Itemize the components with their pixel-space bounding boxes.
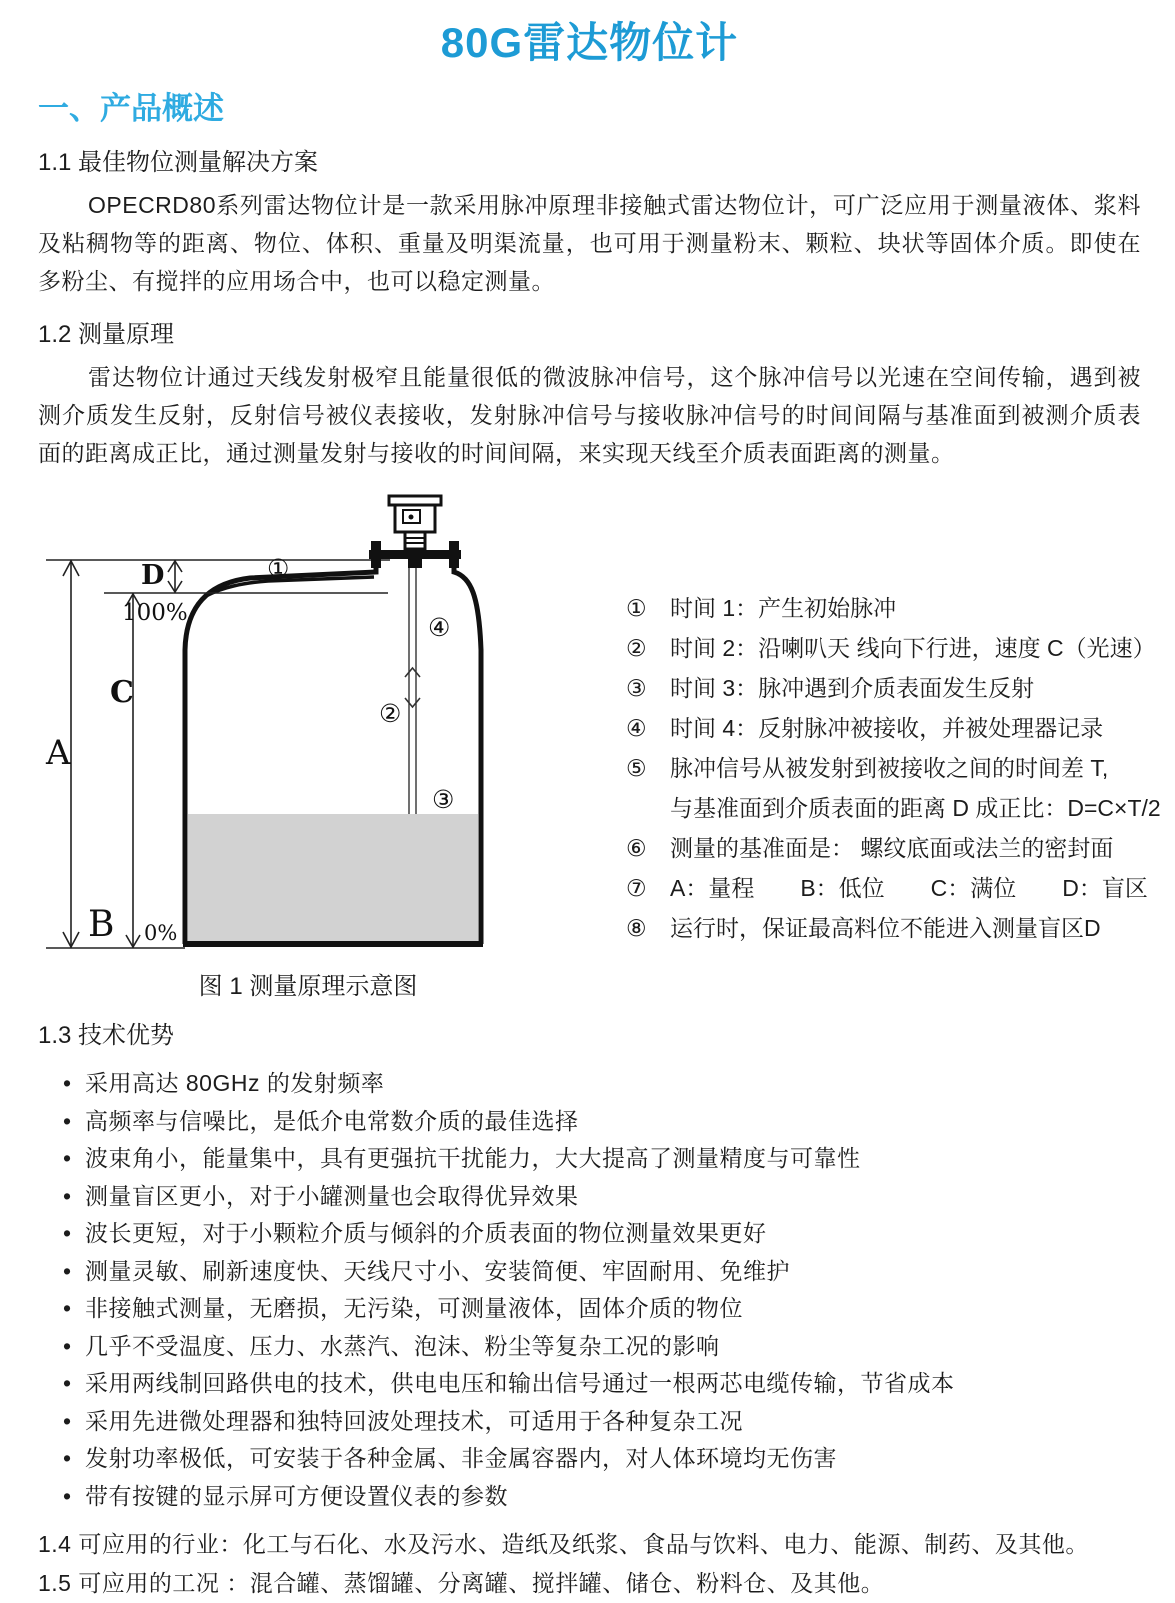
advantage-text: 几乎不受温度、压力、水蒸汽、泡沫、粉尘等复杂工况的影响	[85, 1332, 720, 1359]
principle-item	[626, 708, 1161, 748]
diagram-marker-4: ④	[428, 614, 451, 642]
principle-text: 时间 2：沿喇叭天 线向下行进，速度 C（光速）	[670, 635, 1156, 661]
bullet-dot: •	[63, 1370, 72, 1396]
circled-number: ⑧	[626, 915, 647, 941]
radar-beam	[405, 568, 420, 814]
advantage-text: 测量灵敏、刷新速度快、天线尺寸小、安装简便、牢固耐用、免维护	[85, 1257, 790, 1284]
advantage-text: 非接触式测量，无磨损，无污染，可测量液体，固体介质的物位	[85, 1295, 743, 1321]
bullet-dot: •	[63, 1332, 72, 1359]
advantage-text: 高频率与信噪比，是低介电常数介质的最佳选择	[85, 1107, 579, 1134]
advantage-text: 波束角小，能量集中，具有更强抗干扰能力，大大提高了测量精度与可靠性	[85, 1145, 861, 1171]
dim-label-b: B	[88, 904, 115, 945]
principle-item	[626, 828, 1161, 868]
advantage-item	[38, 1140, 1141, 1178]
page-title: 80G雷达物位计	[440, 19, 739, 66]
principle-text: 脉冲信号从被发射到被接收之间的时间差 T,	[670, 755, 1109, 781]
diagram-marker-3: ③	[432, 786, 455, 814]
bullet-dot: •	[63, 1407, 72, 1434]
liquid-fill	[188, 814, 478, 942]
advantage-item	[38, 1065, 1141, 1103]
principle-text: 与基准面到介质表面的距离 D 成正比：D=C×T/2	[670, 795, 1161, 821]
advantage-text: 采用两线制回路供电的技术，供电电压和输出信号通过一根两芯电缆传输，节省成本	[85, 1370, 955, 1396]
advantage-item	[38, 1215, 1141, 1253]
advantage-item	[38, 1403, 1141, 1441]
advantage-item	[38, 1253, 1141, 1291]
circled-number: ③	[626, 675, 647, 701]
principle-text: 时间 4：反射脉冲被接收，并被处理器记录	[670, 715, 1104, 741]
advantage-text: 带有按键的显示屏可方便设置仪表的参数	[85, 1482, 508, 1509]
bullet-dot: •	[63, 1220, 72, 1246]
section-heading-overview: 一、产品概述	[38, 91, 224, 126]
advantage-item	[38, 1365, 1141, 1403]
bullet-dot: •	[63, 1182, 72, 1209]
subsection-1-2-heading: 1.2 测量原理	[38, 321, 175, 348]
principle-item	[626, 628, 1161, 668]
flange	[369, 550, 461, 559]
principle-item	[626, 868, 1161, 908]
advantage-item	[38, 1478, 1141, 1516]
applicable-conditions-line: 1.5 可应用的工况 ：混合罐、蒸馏罐、分离罐、搅拌罐、储仓、粉料仓、及其他。	[38, 1570, 885, 1596]
measurement-diagram	[38, 484, 598, 1001]
diagram-marker-1: ①	[267, 555, 290, 583]
advantage-item	[38, 1178, 1141, 1216]
principle-item-continuation	[626, 788, 1161, 828]
advantage-text: 发射功率极低，可安装于各种金属、非金属容器内，对人体环境均无伤害	[85, 1445, 837, 1471]
circled-number: ②	[626, 635, 647, 661]
bullet-dot: •	[63, 1070, 72, 1096]
dim-label-a: A	[46, 733, 71, 773]
bullet-dot: •	[63, 1295, 72, 1321]
bullet-dot: •	[63, 1145, 72, 1171]
principle-text: 运行时，保证最高料位不能进入测量盲区D	[670, 915, 1101, 941]
bullet-dot: •	[63, 1482, 72, 1509]
advantage-item	[38, 1328, 1141, 1366]
tank-diagram-svg	[38, 484, 598, 962]
figure-caption: 图 1 测量原理示意图	[198, 973, 418, 1000]
diagram-marker-2: ②	[379, 700, 402, 728]
dim-label-d: D	[141, 560, 165, 591]
bullet-dot: •	[63, 1445, 72, 1471]
circled-number: ⑥	[626, 835, 647, 861]
subsection-1-1-heading: 1.1 最佳物位测量解决方案	[38, 149, 319, 176]
subsection-1-1-paragraph: OPECRD80系列雷达物位计是一款采用脉冲原理非接触式雷达物位计，可广泛应用于测量液体、浆料及粘稠物等的距离、物位、体积、重量及明渠流量，也可用于测量粉末、颗粒、块状等固体介质。即使在多粉尘、有搅拌的应用场合中，也可以稳定测量。	[38, 192, 1141, 294]
advantage-item	[38, 1290, 1141, 1328]
advantage-text: 采用高达 80GHz 的发射频率	[85, 1070, 385, 1096]
subsection-1-2-paragraph: 雷达物位计通过天线发射极窄且能量很低的微波脉冲信号，这个脉冲信号以光速在空间传输，遇到被测介质发生反射，反射信号被仪表接收，发射脉冲信号与接收脉冲信号的时间间隔与基准面到被测介质表面的距离成正比，通过测量发射与接收的时间间隔，来实现天线至介质表面距离的测量。	[38, 364, 1141, 466]
principle-item	[626, 908, 1161, 948]
advantage-text: 采用先进微处理器和独特回波处理技术，可适用于各种复杂工况	[85, 1407, 743, 1434]
advantages-list	[38, 1065, 1141, 1515]
principle-text: 测量的基准面是： 螺纹底面或法兰的密封面	[670, 835, 1114, 861]
bullet-dot: •	[63, 1257, 72, 1284]
principle-text: A：量程 B：低位 C：满位 D：盲区	[670, 875, 1148, 901]
circled-number: ⑤	[626, 755, 647, 781]
circled-number: ④	[626, 715, 647, 741]
figure-1	[38, 484, 1161, 1001]
full-level-label: 100%	[122, 600, 188, 626]
principle-item	[626, 668, 1161, 708]
advantage-text: 波长更短，对于小颗粒介质与倾斜的介质表面的物位测量效果更好	[85, 1220, 767, 1246]
advantage-item	[38, 1103, 1141, 1141]
circled-number: ①	[626, 595, 647, 621]
advantage-item	[38, 1440, 1141, 1478]
applicable-industries-line: 1.4 可应用的行业：化工与石化、水及污水、造纸及纸浆、食品与饮料、电力、能源、制药、及其他。	[38, 1531, 1089, 1557]
bullet-dot: •	[63, 1107, 72, 1134]
circled-number: ⑦	[626, 875, 647, 901]
zero-level-label: 0%	[144, 921, 178, 945]
dim-label-c: C	[110, 675, 134, 710]
advantage-text: 测量盲区更小，对于小罐测量也会取得优异效果	[85, 1182, 579, 1209]
principle-text: 时间 3：脉冲遇到介质表面发生反射	[670, 675, 1035, 701]
principle-list	[626, 588, 1161, 1001]
principle-item	[626, 748, 1161, 788]
radar-instrument	[369, 496, 461, 568]
principle-text: 时间 1：产生初始脉冲	[670, 595, 897, 621]
subsection-1-3-heading: 1.3 技术优势	[38, 1022, 175, 1049]
circled-number	[626, 788, 670, 828]
principle-item	[626, 588, 1161, 628]
